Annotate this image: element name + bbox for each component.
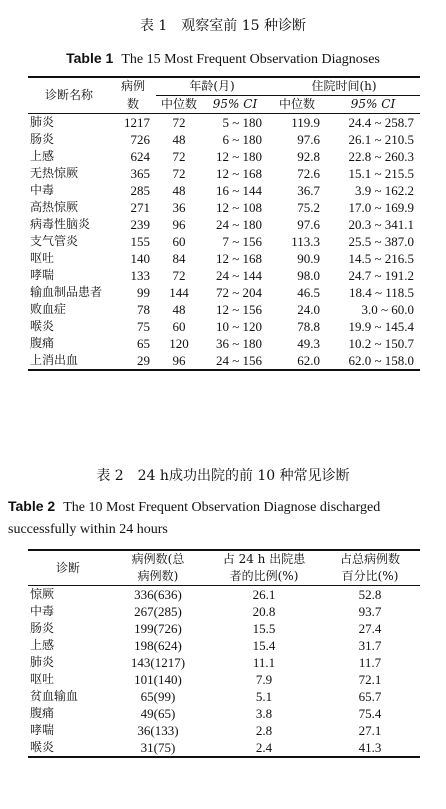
age-median-cell: 36 (172, 200, 186, 215)
table1-body (28, 114, 420, 371)
stay-median-cell: 97.6 (297, 217, 320, 232)
diagnosis-cell: 肠炎 (30, 132, 55, 146)
stay-ci-cell: 3.9 ~ 162.2 (354, 183, 414, 198)
table1-row (28, 352, 420, 370)
stay-median-cell: 24.0 (297, 302, 320, 317)
table2-row (28, 688, 420, 705)
diagnosis-cell: 腹痛 (30, 336, 55, 350)
table2-row (28, 620, 420, 637)
table2-row (28, 705, 420, 722)
age-ci-cell: 12 ~ 168 (215, 251, 262, 266)
table2-row (28, 739, 420, 757)
table2-header-pct-2: 百分比(%) (320, 568, 420, 586)
stay-median-cell: 98.0 (297, 268, 320, 283)
diagnosis-cell: 病毒性脑炎 (30, 217, 91, 231)
ratio-cell: 3.8 (255, 706, 273, 721)
table1-row (28, 267, 420, 284)
diagnosis-cell: 上感 (30, 149, 55, 163)
pct-cell: 65.7 (358, 689, 382, 704)
diagnosis-cell: 肺炎 (30, 115, 55, 129)
cases-cell: 726 (130, 132, 150, 147)
table1-row (28, 199, 420, 216)
ratio-cell: 15.5 (252, 621, 276, 636)
diagnosis-cell: 肺炎 (30, 655, 55, 669)
stay-median-cell: 97.6 (297, 132, 320, 147)
cases-cell: 75 (137, 319, 150, 334)
table1-caption-en (8, 47, 438, 71)
stay-median-cell: 36.7 (297, 183, 320, 198)
diagnosis-cell: 高热惊厥 (30, 200, 79, 214)
age-median-cell: 84 (172, 251, 186, 266)
age-median-cell: 72 (172, 268, 186, 283)
diagnosis-cell: 中毒 (30, 604, 55, 618)
age-ci-cell: 24 ~ 180 (215, 217, 262, 232)
stay-ci-cell: 17.0 ~ 169.9 (348, 200, 414, 215)
age-median-cell: 72 (172, 115, 186, 130)
table1-row (28, 301, 420, 318)
cases-cell: 65(99) (140, 689, 176, 704)
age-ci-cell: 72 ~ 204 (215, 285, 262, 300)
age-ci-cell: 16 ~ 144 (215, 183, 262, 198)
stay-ci-cell: 26.1 ~ 210.5 (348, 132, 414, 147)
diagnosis-cell: 输血制品患者 (30, 285, 103, 299)
table1-header-age-ci: 95% CI (202, 96, 268, 114)
diagnosis-cell: 腹痛 (30, 706, 55, 720)
stay-ci-cell: 25.5 ~ 387.0 (348, 234, 414, 249)
cases-cell: 99 (137, 285, 150, 300)
table1-header-stay-median: 中位数 (268, 96, 326, 114)
cases-cell: 624 (130, 149, 150, 164)
table1-row (28, 284, 420, 301)
table1-header-age: 年龄(月) (156, 77, 268, 96)
pct-cell: 75.4 (358, 706, 382, 721)
table2-header-ratio-1: 占 24 h 出院患 (208, 550, 320, 568)
pct-cell: 52.8 (358, 587, 382, 602)
age-ci-cell: 24 ~ 156 (202, 352, 268, 370)
age-median-cell: 60 (172, 319, 186, 334)
diagnosis-cell: 上感 (30, 638, 55, 652)
stay-ci-cell: 24.7 ~ 191.2 (348, 268, 414, 283)
table2-caption-en (8, 495, 438, 541)
table1-row (28, 114, 420, 132)
table2-row (28, 637, 420, 654)
table2-caption-cn: 表 2 24 h成功出院的前 10 种常见诊断 (96, 468, 350, 484)
age-median-cell: 48 (172, 302, 186, 317)
stay-median-cell: 75.2 (297, 200, 320, 215)
age-ci-cell: 5 ~ 180 (222, 115, 262, 130)
cases-cell: 133 (130, 268, 150, 283)
pct-cell: 27.4 (358, 621, 382, 636)
table2 (28, 549, 420, 758)
pct-cell: 41.3 (320, 739, 420, 757)
table2-row (28, 654, 420, 671)
age-median-cell: 120 (169, 336, 189, 351)
table1-header-diagnosis: 诊断名称 (28, 77, 110, 114)
ratio-cell: 2.4 (208, 739, 320, 757)
cases-cell: 285 (130, 183, 150, 198)
cases-cell: 336(636) (134, 587, 182, 602)
stay-ci-cell: 3.0 ~ 60.0 (361, 302, 414, 317)
table1-header-stay-ci: 95% CI (326, 96, 420, 114)
table2-row (28, 671, 420, 688)
stay-median-cell: 72.6 (297, 166, 320, 181)
age-median-cell: 72 (172, 149, 186, 164)
diagnosis-cell: 哮喘 (30, 268, 55, 282)
table2-header-diagnosis: 诊断 (28, 550, 108, 586)
cases-cell: 65 (137, 336, 150, 351)
cases-cell: 155 (130, 234, 150, 249)
table1-row (28, 165, 420, 182)
table1-header-age-median: 中位数 (156, 96, 202, 114)
table2-row (28, 603, 420, 620)
cases-cell: 101(140) (134, 672, 182, 687)
diagnosis-cell: 呕吐 (30, 251, 55, 265)
cases-cell: 271 (130, 200, 150, 215)
age-ci-cell: 12 ~ 168 (215, 166, 262, 181)
cases-cell: 31(75) (108, 739, 208, 757)
table1 (28, 76, 420, 371)
table1-row (28, 233, 420, 250)
pct-cell: 93.7 (358, 604, 382, 619)
age-median-cell: 96 (156, 352, 202, 370)
table1-row (28, 250, 420, 267)
diagnosis-cell: 支气管炎 (30, 234, 79, 248)
table1-caption-cn: 表 1 观察室前 15 种诊断 (139, 18, 307, 34)
table2-title-en: The 10 Most Frequent Observation Diagnose discharged successfully within 24 hours (8, 500, 381, 537)
age-ci-cell: 12 ~ 180 (215, 149, 262, 164)
age-ci-cell: 7 ~ 156 (222, 234, 262, 249)
table1-header-stay: 住院时间(h) (268, 77, 420, 96)
cases-cell: 365 (130, 166, 150, 181)
age-median-cell: 48 (172, 183, 186, 198)
stay-median-cell: 46.5 (297, 285, 320, 300)
ratio-cell: 26.1 (252, 587, 276, 602)
cases-cell: 29 (110, 352, 156, 370)
table1-header-cases-2: 数 (110, 96, 156, 114)
cases-cell: 198(624) (134, 638, 182, 653)
ratio-cell: 5.1 (255, 689, 273, 704)
table2-row (28, 586, 420, 604)
stay-ci-cell: 24.4 ~ 258.7 (348, 115, 414, 130)
diagnosis-cell: 哮喘 (30, 723, 55, 737)
table1-row (28, 182, 420, 199)
table1-row (28, 318, 420, 335)
stay-ci-cell: 10.2 ~ 150.7 (348, 336, 414, 351)
stay-ci-cell: 20.3 ~ 341.1 (348, 217, 414, 232)
stay-median-cell: 49.3 (297, 336, 320, 351)
stay-median-cell: 62.0 (268, 352, 326, 370)
age-ci-cell: 6 ~ 180 (222, 132, 262, 147)
diagnosis-cell: 喉炎 (30, 319, 55, 333)
diagnosis-cell: 上消出血 (28, 352, 110, 370)
table2-header-cases-1: 病例数(总 (108, 550, 208, 568)
table2-header-row-1 (28, 550, 420, 568)
age-ci-cell: 36 ~ 180 (215, 336, 262, 351)
pct-cell: 27.1 (358, 723, 382, 738)
stay-ci-cell: 14.5 ~ 216.5 (348, 251, 414, 266)
age-median-cell: 48 (172, 132, 186, 147)
stay-ci-cell: 18.4 ~ 118.5 (348, 285, 414, 300)
stay-ci-cell: 62.0 ~ 158.0 (326, 352, 420, 370)
stay-ci-cell: 19.9 ~ 145.4 (348, 319, 414, 334)
diagnosis-cell: 无热惊厥 (30, 166, 79, 180)
cases-cell: 49(65) (140, 706, 176, 721)
ratio-cell: 7.9 (255, 672, 273, 687)
pct-cell: 11.7 (358, 655, 382, 670)
diagnosis-cell: 呕吐 (30, 672, 55, 686)
ratio-cell: 2.8 (255, 723, 273, 738)
table1-row (28, 335, 420, 352)
table2-body (28, 586, 420, 758)
stay-median-cell: 119.9 (291, 115, 320, 130)
table2-header-pct-1: 占总病例数 (320, 550, 420, 568)
cases-cell: 199(726) (134, 621, 182, 636)
table2-header-ratio-2: 者的比例(%) (208, 568, 320, 586)
stay-median-cell: 113.3 (291, 234, 320, 249)
ratio-cell: 11.1 (252, 655, 276, 670)
table1-label-en: Table 1 (66, 50, 114, 66)
table2-label-en: Table 2 (8, 498, 56, 514)
age-ci-cell: 24 ~ 144 (215, 268, 262, 283)
table2-row (28, 722, 420, 739)
age-ci-cell: 12 ~ 108 (215, 200, 262, 215)
diagnosis-cell: 中毒 (30, 183, 55, 197)
stay-median-cell: 78.8 (297, 319, 320, 334)
age-median-cell: 60 (172, 234, 186, 249)
table1-header-row-1 (28, 77, 420, 96)
ratio-cell: 20.8 (252, 604, 276, 619)
pct-cell: 31.7 (358, 638, 382, 653)
age-median-cell: 96 (172, 217, 186, 232)
age-ci-cell: 12 ~ 156 (215, 302, 262, 317)
table2-header-cases-2: 病例数) (108, 568, 208, 586)
cases-cell: 140 (130, 251, 150, 266)
table1-row (28, 131, 420, 148)
cases-cell: 239 (130, 217, 150, 232)
pct-cell: 72.1 (358, 672, 382, 687)
diagnosis-cell: 肠炎 (30, 621, 55, 635)
diagnosis-cell: 喉炎 (28, 739, 108, 757)
cases-cell: 267(285) (134, 604, 182, 619)
cases-cell: 36(133) (137, 723, 179, 738)
table1-header-cases-1: 病例 (110, 77, 156, 96)
stay-median-cell: 92.8 (297, 149, 320, 164)
age-median-cell: 144 (169, 285, 189, 300)
diagnosis-cell: 惊厥 (30, 587, 55, 601)
diagnosis-cell: 贫血输血 (30, 689, 79, 703)
stay-ci-cell: 22.8 ~ 260.3 (348, 149, 414, 164)
cases-cell: 143(1217) (130, 655, 186, 670)
stay-median-cell: 90.9 (297, 251, 320, 266)
cases-cell: 78 (137, 302, 150, 317)
cases-cell: 1217 (124, 115, 150, 130)
ratio-cell: 15.4 (252, 638, 276, 653)
table1-title-en: The 15 Most Frequent Observation Diagnoses (121, 52, 380, 67)
diagnosis-cell: 败血症 (30, 302, 67, 316)
age-ci-cell: 10 ~ 120 (215, 319, 262, 334)
table1-row (28, 148, 420, 165)
table1-row (28, 216, 420, 233)
age-median-cell: 72 (172, 166, 186, 181)
stay-ci-cell: 15.1 ~ 215.5 (348, 166, 414, 181)
